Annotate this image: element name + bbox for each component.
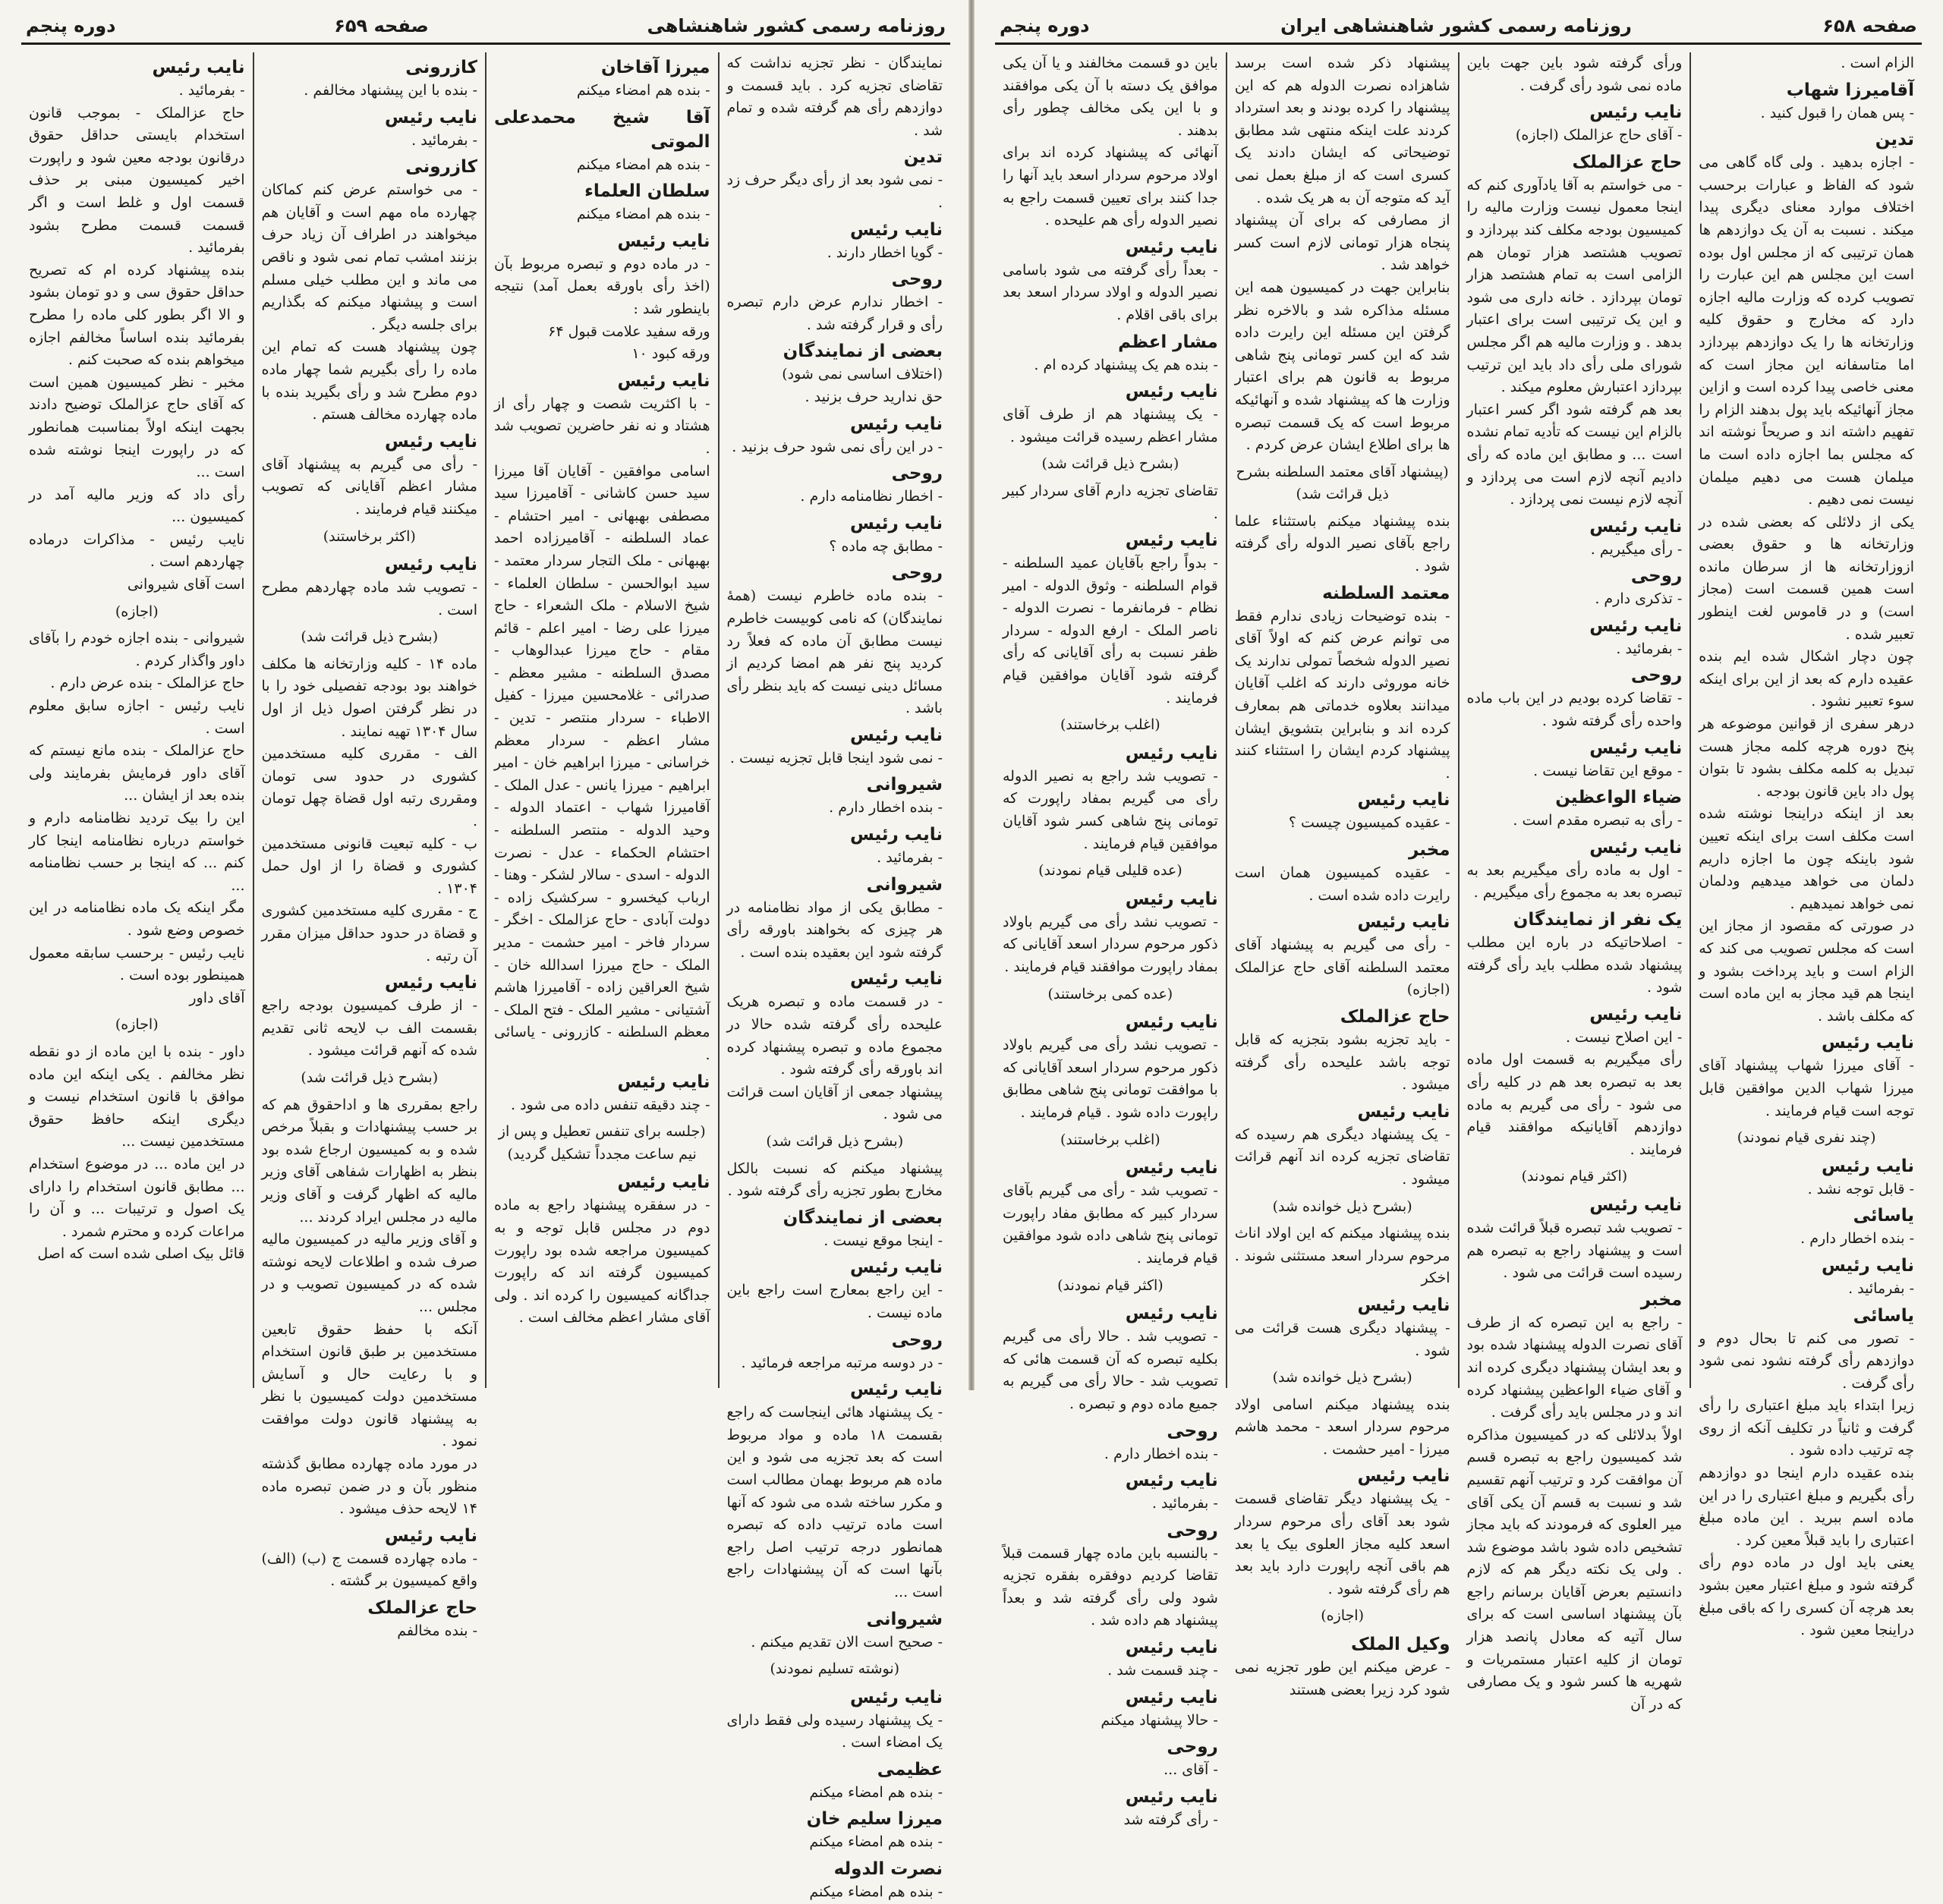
speaker-name: نایب رئیس <box>849 219 943 240</box>
paragraph: - بنده هم امضاء میکنم <box>576 156 710 173</box>
paragraph: ورأی گرفته شود باین جهت باین ماده نمی شود رأی گرفت . <box>1466 55 1683 94</box>
paragraph: باین دو قسمت مخالفند و یا آن یکی موافق یک دسته با آن یکی موافقند و با این یکی مخالف چطور رأی بدهند . <box>1003 55 1218 139</box>
paragraph: - بدواً راجع بآقایان عمید السلطنه - قوام السلطنه - وثوق الدوله - امیر نظام - فرمانفرما - نصرت الدوله - ناصر الملک - ارفع الدوله - سردار ظفر نسبت به رأی آقایانی که رأی گرفته شود آقایان موافقین قیام فرمایند . <box>1003 555 1218 707</box>
paragraph: - تصویب نشد رأی می گیریم باولاد ذکور مرحوم سردار اسعد آقایانی که با موافقت تومانی پنج شاهی مطابق راپورت داده شود . قیام فرمایند . <box>1003 1037 1218 1121</box>
paragraph: - یک پیشنهاد دیگر تقاضای قسمت شود بعد آقای رأی مرحوم سردار اسعد کلیه مجاز العلوی بیک یا بعد هم باقی آنچه راپورت دارد باید بعد هم رأی گرفته شود . <box>1234 1490 1450 1597</box>
speaker-name: مخبر <box>1408 840 1450 860</box>
paragraph: - بنده اخطار دارم . <box>1800 1230 1914 1248</box>
speaker-name: نایب رئیس <box>1125 382 1218 402</box>
paragraph: راجع بمقرری ها و اداحقوق هم که بر حسب پیشنهادات و بقبلاً مرخص شده و به کمیسیون ارجاع شده بود بنظر به اظهارات شفاهی آقای وزیر مالیه که اظهار گرفت و آقای وزیر مالیه در مجلس ایراد کردند ... <box>261 1096 477 1226</box>
paragraph: حاج عزالملک - بنده مانع نیستم که آقای داور فرمایش بفرمایند ولی بنده بعد از ایشان ... <box>29 742 245 804</box>
speaker-name: عظیمی <box>877 1759 943 1780</box>
paragraph: رأی میگیریم به قسمت اول ماده بعد به تبصره بعد هم در کلیه رأی می شود - رأی می گیریم به ماده دوازدهم آقایانیکه موافقند قیام فرمایند . <box>1466 1051 1683 1158</box>
speaker-name: نایب رئیس <box>1821 1255 1914 1276</box>
paragraph: درهر سفری از قوانین موضوعه هر پنج دوره هرچه کلمه مجاز هست تبدیل به کلمه مکلف بشود تا بتوان پول داد باین قانون بودجه . <box>1699 716 1914 800</box>
columns <box>995 52 1922 1828</box>
procedural-note: (عده قلیلی قیام نمودند) <box>1038 862 1182 880</box>
paragraph: - مطابق یکی از مواد نظامنامه در هر چیزی که بخواهند باورقه رأی گرفته شود این بعقیده بنده است . <box>726 898 943 961</box>
speaker-name: تدین <box>1875 130 1914 150</box>
paragraph: و آقای وزیر مالیه در کمیسیون مالیه صرف شده و اطلاعات لایحه نوشته شده که در کمیسیون تصویب و در مجلس ... <box>261 1231 477 1315</box>
paragraph: - تصویب شد راجع به نصیر الدوله رأی می گیریم بمفاد راپورت که تومانی پنج شاهی کسر شود آقایان موافقین قیام فرمایند . <box>1003 767 1218 852</box>
procedural-note: (اجازه) <box>1321 1607 1365 1625</box>
paragraph: - اینجا موقع نیست . <box>823 1232 943 1249</box>
speaker-name: نایب رئیس <box>1125 743 1218 763</box>
speaker-name: یاسائی <box>1853 1206 1914 1226</box>
columns <box>21 52 950 1901</box>
paragraph: - بنده ماده خاطرم نیست (همهٔ نمایندگان) که نامی کوبیست خاطرم نیست مطابق آن ماده که فعلاً رد کردید پنج نفر هم امضا کردیم از مسائل دینی نیست که باید بنظر رأی باشد . <box>726 587 943 717</box>
column-1 <box>718 52 951 1901</box>
speaker-name: نایب رئیس <box>1357 912 1450 933</box>
speaker-name: نایب رئیس <box>849 414 943 434</box>
paragraph: - بنده هم امضاء میکنم <box>576 82 710 99</box>
paragraph: یعنی باید اول در ماده دوم رأی گرفته شود و مبلغ اعتبار معین بشود بعد هرچه آن کسری را که باقی مبلغ دراینجا معین شود . <box>1699 1554 1914 1639</box>
speaker-name: نایب رئیس <box>617 1172 710 1193</box>
paragraph: - نمی شود اینجا قابل تجزیه نیست . <box>729 749 943 766</box>
paragraph: - مطابق چه ماده ؟ <box>829 537 943 555</box>
column-3 <box>1226 52 1458 1698</box>
paragraph: الف - مقرری کلیه مستخدمین کشوری در حدود سی تومان ومقرری رتبه اول قضاة چهل تومان . <box>261 745 477 830</box>
paragraph: تقاضای تجزیه دارم آقای سردار کبیر . <box>1003 482 1218 522</box>
procedural-note: (نوشته تسلیم نمودند) <box>770 1660 900 1678</box>
paragraph: بعد هم گرفته شود اگر کسر اعتبار بالزام این نیست که تأدیه تمام نشده است ... و مطابق این ماده که رأی دادیم آنچه لازم است می پردازد و آنچه لازم نیست نمی پردازد . <box>1466 401 1683 508</box>
paragraph: - یک پیشنهاد هائی اینجاست که راجع بقسمت ۱۸ ماده و مواد مربوط است که بعد تجزیه می شود و این ماده هم مربوط بهمان مطالب است و مکرر ساخته شده می شود که آنها است ماده ترتیب داده که تبصره همانطور درجه ترتیب اصل راجع بآنها است که آن پیشنهادات راجع است ... <box>726 1404 943 1600</box>
paragraph: - بالنسبه باین ماده چهار قسمت قبلاً تقاضا کردیم دوفقره بفقره تجزیه شود ولی رأی گرفته شد و بعداً پیشنهاد هم داده شد . <box>1003 1544 1218 1629</box>
speaker-name: روحی <box>1630 566 1683 587</box>
paragraph: - رأی می گیریم به پیشنهاد آقای مشار اعظم آقایانی که تصویب میکنند قیام فرمایند . <box>261 455 477 518</box>
paragraph: شیروانی - بنده اجازه خودم را بآقای داور واگذار کردم . <box>29 630 245 669</box>
speaker-name: نایب رئیس <box>384 107 477 127</box>
procedural-note: (بشرح ذیل قرائت شد) <box>1041 455 1179 473</box>
paragraph: - تصویب شد ماده چهاردهم مطرح است . <box>261 579 477 618</box>
speaker-name: نایب رئیس <box>1125 1471 1218 1491</box>
paragraph: چون پیشنهاد هست که تمام این ماده را رأی بگیریم شما چهار ماده دوم مطرح شد و رأی بگیرید بنده با ماده چهارده مخالف هستم . <box>261 338 477 423</box>
paragraph: بنابراین جهت در کمیسیون همه این مسئله مذاکره شد و بالاخره نظر گرفتن این مسئله این رایرت داده شد که این کسر تومانی پنج شاهی مربوط به قانون هم برای اعتبار وزارت ها که پیشنهاد شده و آنهائیکه مربوط است که یک قسمت تبصره ها برای اطلاع ایشان عرض کردم . <box>1234 279 1450 454</box>
paragraph: - بفرمائید . <box>1848 1279 1914 1297</box>
paragraph: - در این رأی نمی شود حرف بزنید . <box>732 438 943 455</box>
speaker-name: کازرونی <box>405 58 477 77</box>
paragraph: از مصارفی که برای آن پیشنهاد پنجاه هزار تومانی لازم است کسر خواهد شد . <box>1234 212 1450 274</box>
paragraph: - بنده اخطار دارم . <box>1104 1445 1218 1462</box>
paragraph: - بنده اخطار دارم . <box>829 799 943 817</box>
speaker-name: روحی <box>1167 1421 1218 1441</box>
speaker-name: نایب رئیس <box>849 969 943 990</box>
paragraph: - پیشنهاد دیگری هست قرائت می شود . <box>1234 1319 1450 1359</box>
paragraph: - بفرمائید . <box>411 131 477 149</box>
paragraph: رأی داد که وزیر مالیه آمد در کمیسیون ... <box>29 486 245 526</box>
paragraph: - این راجع بمعارج است راجع باین ماده نیست . <box>726 1282 943 1321</box>
speaker-name: نایب رئیس <box>1125 530 1218 551</box>
column-4 <box>21 52 253 1388</box>
paragraph: - آقای حاج عزالملک (اجازه) <box>1515 127 1683 144</box>
paragraph: در صورتی که مقصود از مجاز این است که مجلس تصویب می کند که الزام است و باید پرداخت بشود و اینجا هم قید مجاز به این ماده است که مکلف باشد . <box>1699 917 1914 1024</box>
speaker-name: نایب رئیس <box>1589 1004 1683 1024</box>
paragraph: - بفرمائید . <box>1616 640 1683 657</box>
speaker-name: نایب رئیس <box>1589 102 1683 123</box>
procedural-note: (اکثر برخاستند) <box>323 527 416 545</box>
paragraph: (اختلاف اساسی نمی شود) <box>782 366 943 383</box>
paragraph: - تصویب شد - رأی می گیریم بآقای سردار کبیر که مطابق مفاد راپورت تومانی پنج شاهی داده شود موافقین قیام فرمایند . <box>1002 1182 1218 1267</box>
paragraph: - بنده هم امضاء میکنم <box>809 1884 943 1901</box>
speaker-name: نایب رئیس <box>849 513 943 533</box>
speaker-name: نایب رئیس <box>849 1687 943 1707</box>
speaker-name: نایب رئیس <box>1589 1194 1683 1215</box>
paragraph: زیرا ابتداء باید مبلغ اعتباری را رأی گرفت و ثانیاً در تکلیف آنکه از روی چه ترتیب داده شود . <box>1699 1397 1914 1459</box>
speaker-name: نایب رئیس <box>1357 790 1450 810</box>
speaker-name: نایب رئیس <box>849 1380 943 1400</box>
paragraph: - می خواستم عرض کنم کماکان چهارده ماه مهم است و آقایان هم میخواهند در اطراف آن زیاد حرف بزنند امشب تمام نمی شود و ناقص می ماند و این مطلب خیلی مسلم است و پیشنهاد میکنم که بگذاریم برای جلسه دیگر . <box>261 181 477 333</box>
column-4 <box>995 52 1226 1828</box>
paragraph: بعد از اینکه دراینجا نوشته شده است مکلف است برای اینکه تعیین شود باینکه چون ما اجازه داریم دلمان می خواهد میدهیم ودلمان نمی خواهد نمیدهیم . <box>1699 805 1914 912</box>
paragraph: - بفرمائید . <box>1151 1495 1218 1512</box>
paragraph: چون دچار اشکال شده ایم بنده عقیده دارم که بعد از این برای اینکه سوء تعبیر نشود . <box>1699 648 1914 710</box>
speaker-name: نایب رئیس <box>1125 889 1218 909</box>
paragraph: ورقه سفید علامت قبول ۶۴ <box>548 323 710 340</box>
gutter-fold <box>968 0 975 1390</box>
paragraph: قائل بیک اصلی شده است که اصل <box>37 1245 245 1263</box>
speaker-name: نایب رئیس <box>1125 1304 1218 1324</box>
paragraph: - این اصلاح نیست . <box>1565 1028 1683 1046</box>
paragraph: مخبر - نظر کمیسیون همین است که آقای حاج عزالملک توضیح دادند بجهت اینکه اولاً بمناسبت همانطور که در راپورت اینجا نوشته شده است ... <box>29 373 245 481</box>
speaker-name: شیروانی <box>866 775 943 795</box>
paragraph: - نمی شود بعد از رأی دیگر حرف زد . <box>726 172 943 211</box>
paragraph: - عقیده کمیسیون چیست ؟ <box>1288 814 1450 832</box>
speaker-name: نایب رئیس <box>384 555 477 575</box>
page-number: صفحه ۶۵۸ <box>1822 15 1917 36</box>
speaker-name: ضیاء الواعظین <box>1555 788 1683 808</box>
paragraph: حق ندارید حرف بزنید . <box>805 388 943 405</box>
paragraph: ورقه کبود ۱۰ <box>631 345 710 363</box>
paragraph: - اجازه بدهید . ولی گاه گاهی می شود که الفاظ و عبارات برحسب اختلاف موارد معنای دیگری پیدا میکند . نسبت به آن یک دوازدهم ها همان ترتیبی که از مجلس اول بوده است این مجلس هم این عبارت را تصویب کرده که وزارت مالیه اجازه دارد که مخارج و حقوق کلیه وزارتخانه ها را یک دوازدهم بپردازد اما متاسفانه این مجاز است که معنی خاصی پیدا کرده است و ازاین مجاز آنهائیکه باید پول بدهند الزام را تفهیم داشته اند و صریحاً نوشته اند که مجلس بما اجازه داده است ما میلمان هست می دهیم میلمان نیست نمی دهیم . <box>1699 154 1914 508</box>
speaker-name: نایب رئیس <box>1125 1012 1218 1033</box>
paragraph: - بنده هم امضاء میکنم <box>809 1833 943 1851</box>
paragraph: - با اکثریت شصت و چهار رأی از هشتاد و نه نفر حاضرین تصویب شد . <box>494 395 710 457</box>
paragraph: - در قسمت ماده و تبصره هریک علیحده رأی گرفته شده حالا در مجموع ماده و تبصره پیشنهاد کرده اند باورقه رأی گرفته شود . <box>726 993 943 1078</box>
speaker-name: نایب رئیس <box>152 58 245 77</box>
speaker-name: نایب رئیس <box>849 1257 943 1278</box>
paragraph: مگر اینکه یک ماده نظامنامه در این خصوص وضع شود . <box>29 899 245 939</box>
paragraph: - در دوسه مرتبه مراجعه فرمائید . <box>741 1354 943 1371</box>
paragraph: بنده عقیده دارم اینجا دو دوازدهم رأی بگیریم و مبلغ اعتباری را در این ماده اسم ببرید . این ماده مبلغ اعتباری را باید قبلاً معین کرد . <box>1699 1465 1914 1549</box>
paragraph: پیشنهاد میکنم که نسبت بالکل مخارج بطور تجزیه رأی گرفته شود . <box>726 1160 943 1200</box>
paragraph: پیشنهاد ذکر شده است برسد شاهزاده نصرت الدوله هم که این پیشنهاد را کرده بودند و بعد استرداد کردند علت اینکه منتهی شد مطابق توضیحاتی که ایشان دادند یک کسری است که از مبلغ بعمل نمی آید که متوجه آن به هر یک شده . <box>1234 55 1450 206</box>
speaker-name: مخبر <box>1640 1289 1683 1310</box>
speaker-name: وکیل الملک <box>1351 1635 1450 1655</box>
speaker-name: میرزا سلیم خان <box>806 1809 943 1830</box>
page-header <box>995 14 1922 45</box>
column-2 <box>1458 52 1690 1713</box>
speaker-name: بعضی از نمایندگان <box>783 1207 943 1228</box>
paragraph: - در ماده دوم و تبصره مربوط بآن (اخذ رأی باورقه بعمل آمد) نتیجه باینطور شد : <box>494 255 710 317</box>
speaker-name: نایب رئیس <box>1357 1466 1450 1487</box>
speaker-name: بعضی از نمایندگان <box>783 341 943 362</box>
paragraph: ب - کلیه تبعیت قانونی مستخدمین کشوری و قضاة را از اول حمل ۱۳۰۴ . <box>261 835 477 897</box>
speaker-name: روحی <box>891 563 943 584</box>
speaker-name: نایب رئیس <box>384 431 477 452</box>
speaker-name: نایب رئیس <box>617 1072 710 1092</box>
paragraph: - از طرف کمیسیون بودجه راجع بقسمت الف ب لایحه ثانی تقدیم شده که آنهم قرائت میشود . <box>261 997 477 1059</box>
paragraph: داور - بنده با این ماده از دو نقطه نظر مخالفم . یکی اینکه این ماده موافق با قانون استخدام نیست و دیگری اینکه حافظ حقوق مستخدمین نیست ... <box>29 1043 245 1150</box>
paragraph: - قابل توجه نشد . <box>1807 1180 1914 1197</box>
paragraph: - آقای ... <box>1164 1761 1218 1779</box>
paragraph: - گویا اخطار دارند . <box>827 244 943 261</box>
speaker-name: روحی <box>891 1330 943 1350</box>
paragraph: بنده پیشنهاد کرده ام که تصریح حداقل حقوق سی و دو تومان بشود و الا اگر بطور کلی ماده را مطرح بفرمائید بنده اساساً مخالفم اجازه میخواهم بنده که صحبت کنم . <box>29 261 245 369</box>
procedural-note: (اغلب برخاستند) <box>1060 1131 1160 1148</box>
speaker-name: شیروانی <box>866 1609 943 1629</box>
paragraph: - بفرمائید . <box>877 849 943 867</box>
speaker-name: سلطان العلماء <box>584 181 710 202</box>
session-label: دوره پنجم <box>1000 15 1090 36</box>
journal-title: روزنامه رسمی کشور شاهنشاهی <box>647 15 946 36</box>
speaker-name: نصرت الدوله <box>833 1859 943 1880</box>
paragraph: آنکه با حفظ حقوق تابعین مستخدمین بر طبق قانون استخدام و با رعایت حال و آسایش مستخدمین دولت کمیسیون با نظر به پیشنهاد قانون دولت موافقت نمود . <box>261 1320 477 1450</box>
speaker-name: نایب رئیس <box>1125 1687 1218 1707</box>
paragraph: اسامی موافقین - آقایان آقا میرزا سید حسن کاشانی - آقامیرزا سید مصطفی بهبهانی - امیر احتشام - عماد السلطنه - آقامیرزاده احمد بهبهانی - ملک التجار سردار معتمد - سید ابوالحسن - سلطان العلماء - شیخ الاسلام - ملک الشعراء - حاج میرزا علی رضا - امیر اعلم - قائم مقام - حاج میرزا عبدالوهاب - مصدق السلطنه - مشیر معظم - صدرائی - غلامحسین میرزا - کفیل الاطباء - سردار منتصر - تدین - مشار اعظم - سردار معظم خراسانی - میرزا ابراهیم خان - امیر ابراهیم - میرزا یانس - عدل الملک - آقامیرزا شهاب - اعتماد الدوله - وحید الدوله - منتصر السلطنه - احتشام الحکماء - عدل - نصرت الدوله - اسدی - سالار لشکر - وهنا - ارباب کیخسرو - سرکشیک زاده - دولت آبادی - حاج عزالملک - اخگر - سردار فاخر - امیر حشمت - مدیر الملک - حاج میرزا اسدالله خان - شیخ العراقین زاده - آقامیرزا هاشم آشتیانی - مشیر الملک - فتح الملک - معظم السلطنه - کازرونی - یاسائی . <box>494 462 710 1063</box>
paragraph: - بنده مخالفم <box>397 1622 477 1640</box>
paragraph: بنده پیشنهاد میکنم که این اولاد اناث مرحوم سردار اسعد مستثنی شوند . اخکر <box>1234 1225 1450 1287</box>
paragraph: - تذکری دارم . <box>1595 590 1683 608</box>
speaker-name: نایب رئیس <box>1821 1033 1914 1053</box>
speaker-name: حاج عزالملک <box>1572 152 1683 172</box>
paragraph: است آقای شیروانی <box>127 576 245 593</box>
session-label: دوره پنجم <box>26 15 116 36</box>
procedural-note: (اکثر قیام نمودند) <box>1057 1276 1164 1294</box>
paragraph: - رأی می گیریم به پیشنهاد آقای معتمد السلطنه آقای حاج عزالملک (اجازه) <box>1234 936 1450 999</box>
paragraph: - حالا پیشنهاد میکنم <box>1101 1711 1218 1729</box>
column-3 <box>253 52 486 1640</box>
paragraph: - در سفقره پیشنهاد راجع به ماده دوم در مجلس قابل توجه و به کمیسیون مراجعه شده بود راپورت کمیسیون گرفته اند که راپورت جداگانه کمیسیون را کرده اند . ولی آقای مشار اعظم مخالف است . <box>494 1197 710 1327</box>
procedural-note: (اجازه) <box>115 1016 159 1034</box>
procedural-note: (بشرح ذیل قرائت شد) <box>301 628 439 646</box>
speaker-name: نایب رئیس <box>849 725 943 745</box>
procedural-note: (اغلب برخاستند) <box>1060 716 1160 734</box>
paragraph: این را بیک تردید نظامنامه دارم و خواستم درباره نظامنامه اینجا کار کنم ... که اینجا بر حسب نظامنامه ... <box>29 810 245 894</box>
speaker-name: معتمد السلطنه <box>1322 583 1450 603</box>
procedural-note: (بشرح ذیل قرائت شد) <box>301 1068 439 1086</box>
speaker-name: روحی <box>1167 1737 1218 1758</box>
paragraph: - راجع به این تبصره که از طرف آقای نصرت الدوله پیشنهاد شده بود و بعد ایشان پیشنهاد دیگری کرده اند و آقای ضیاء الواعظین پیشنهاد کرده اند و در مجلس باید رأی گرفت . <box>1466 1314 1683 1421</box>
paragraph: نایب رئیس - برحسب سابقه معمول همینطور بوده است . <box>29 944 245 984</box>
paragraph: حاج عزالملک - بموجب قانون استخدام بایستی حداقل حقوق درقانون بودجه معین شود و راپورت اخیر کمیسیون مبنی بر حذف قسمت اول و غلط است و اگر قسمت قسمت مطرح بشود بفرمائید . <box>29 104 245 256</box>
paragraph: - بنده هم یک پیشنهاد کرده ام . <box>1034 356 1218 373</box>
procedural-note: (بشرح ذیل خوانده شد) <box>1272 1197 1412 1215</box>
speaker-name: نایب رئیس <box>1125 1638 1218 1658</box>
paragraph: - می خواستم به آقا یادآوری کنم که اینجا معمول نیست وزارت مالیه را کمیسیون بودجه مکلف کند بپردازد و تصویب هشتصد هزار تومان هم الزامی است به تمام هشتصد هزار تومان بپردازد . خانه داری می شود و این یک ترتیبی است برای اعتبار بدهد . و وزارت مالیه هم اگر مجلس شورای ملی رأی داد باید این ترتیب بپردازد اعتبارش معلوم میکند . <box>1466 176 1683 396</box>
speaker-name: میرزا آقاخان <box>601 58 710 77</box>
speaker-name: روحی <box>891 269 943 290</box>
speaker-name: نایب رئیس <box>1589 738 1683 758</box>
procedural-note: (جلسه برای تنفس تعطیل و پس از نیم ساعت مجدداً تشکیل گردید) <box>498 1123 706 1163</box>
speaker-name: آقا شیخ محمدعلی الموتی <box>494 107 710 152</box>
paragraph: - چند قسمت شد . <box>1107 1662 1218 1679</box>
speaker-name: تدین <box>903 147 943 168</box>
page-658 <box>972 0 1943 1828</box>
paragraph: نایب رئیس - اجازه سابق معلوم است . <box>29 697 245 737</box>
procedural-note: (چند نفری قیام نمودند) <box>1737 1129 1876 1147</box>
paragraph: اولاً بدلائلی که در کمیسیون مذاکره شد کمیسیون راجع به تبصره قسم آن موافقت کرد و ترتیب آنهم تقسیم شد و نسبت به قسم آن یکی آقای میر العلوی که فرمودند که باید مجاز تشخیص داده شود باشد موضوع شد . ولی یک نکته دیگر هم که لازم دانستیم بعرض آقایان برسانم راجع بآن پیشنهاد اساسی است که برای سال آتیه که معادل پانصد هزار تومان از کلیه اعتبار مستمریات و شهریه ها کسر شود و یک مصارفی که در آن <box>1466 1426 1683 1713</box>
procedural-note: (بشرح ذیل قرائت شد) <box>766 1133 904 1150</box>
speaker-name: کازرونی <box>405 157 477 178</box>
paragraph: - باید تجزیه بشود بتجزیه که قابل توجه باشد علیحده رأی گرفته میشود . <box>1234 1031 1450 1094</box>
paragraph: - بنده با این پیشنهاد مخالفم . <box>304 82 477 99</box>
paragraph: بنده پیشنهاد میکنم باستثناء علما راجع بآقای نصیر الدوله رأی گرفته شود . <box>1234 512 1450 575</box>
paragraph: الزام است . <box>1841 55 1914 71</box>
paragraph: - رأی به تبصره مقدم است . <box>1513 812 1683 829</box>
paragraph: - اول به ماده رأی میگیریم بعد به تبصره بعد به مجموع رأی میگیریم . <box>1466 861 1683 902</box>
paragraph: - چند دقیقه تنفس داده می شود . <box>511 1096 710 1113</box>
paragraph: - بفرمائید . <box>178 82 245 99</box>
paragraph: - تصویب نشد رأی می گیریم باولاد ذکور مرحوم سردار اسعد آقایانی که بمفاد راپورت موافقند قیام فرمایند . <box>1003 913 1218 975</box>
paragraph: - یک پیشنهاد رسیده ولی فقط دارای یک امضاء است . <box>726 1711 943 1751</box>
speaker-name: نایب رئیس <box>1125 237 1218 257</box>
column-2 <box>485 52 718 1388</box>
paragraph: - موقع این تقاضا نیست . <box>1533 762 1683 779</box>
procedural-note: (اجازه) <box>115 603 159 620</box>
procedural-note: (پیشنهاد آقای معتمد السلطنه بشرح ذیل قرائت شد) <box>1236 463 1449 503</box>
paragraph: در این ماده ... در موضوع استخدام ... مطابق قانون استخدام را دارای یک اصول و ترتیبات ... و آن را مراعات کرده و محترم شمرد . <box>29 1155 245 1240</box>
speaker-name: مشار اعظم <box>1118 332 1218 352</box>
paragraph: در مورد ماده چهارده مطابق گذشته منظور بآن و در ضمن تبصره ماده ۱۴ لایحه حذف میشود . <box>261 1456 477 1518</box>
paragraph: آنهائی که پیشنهاد کرده اند برای اولاد مرحوم سردار اسعد باید آنها را جدا کنند برای تعیین قسمت راجع به نصیر الدوله رأی هم علیحده . <box>1003 144 1218 229</box>
paragraph: یکی از دلائلی که بعضی شده در وزارتخانه ها و حقوق بعضی ازوزارتخانه ها از سرطان مانده است همین قسمت است (مجاز است) و در قاموس لغت اینطور تعبیر شده . <box>1699 513 1914 643</box>
speaker-name: یک نفر از نمایندگان <box>1513 910 1683 930</box>
paragraph: - اخطار نظامنامه دارم . <box>800 488 943 505</box>
paragraph: حاج عزالملک - بنده عرض دارم . <box>50 675 245 692</box>
speaker-name: نایب رئیس <box>1821 1156 1914 1176</box>
column-1 <box>1689 52 1922 1639</box>
speaker-name: نایب رئیس <box>1125 1158 1218 1179</box>
paragraph: نایب رئیس - مذاکرات درماده چهاردهم است . <box>29 530 245 571</box>
paragraph: - ماده چهارده قسمت ج (ب) (الف) واقع کمیسیون بر گشته . <box>261 1550 477 1590</box>
speaker-name: نایب رئیس <box>384 973 477 993</box>
journal-title: روزنامه رسمی کشور شاهنشاهی ایران <box>1280 15 1632 36</box>
paragraph: پیشنهاد جمعی از آقایان است قرائت می شود . <box>726 1083 943 1123</box>
speaker-name: آقامیرزا شهاب <box>1786 80 1914 100</box>
speaker-name: نایب رئیس <box>384 1525 477 1546</box>
paragraph: - یک پیشنهاد دیگری هم رسیده که تقاضای تجزیه کرده اند آنهم قرائت میشود . <box>1234 1125 1450 1188</box>
paragraph: - بعداً رأی گرفته می شود باسامی نصیر الدوله و اولاد سردار اسعد بعد برای باقی اقلام . <box>1003 261 1218 323</box>
paragraph: - بنده توضیحات زیادی ندارم فقط می توانم عرض کنم که اولاً آقای نصیر الدوله شخصاً تمولی ندارند یک خانه موروثی دارند که اغلب آقایان میدانند بعلاوه خدماتی هم بمعارف کرده اند و بنابراین بتشویق ایشان پیشنهاد کردم ایشان را استثناء کنند . <box>1234 607 1450 782</box>
paragraph: - بنده هم امضاء میکنم <box>576 206 710 223</box>
paragraph: - آقای میرزا شهاب پیشنهاد آقای میرزا شهاب الدین موافقین قابل توجه است قیام فرمایند . <box>1699 1057 1914 1119</box>
procedural-note: (عده کمی برخاستند) <box>1047 985 1173 1002</box>
speaker-name: نایب رئیس <box>1589 516 1683 537</box>
page-659 <box>0 0 972 1901</box>
page-number: صفحه ۶۵۹ <box>334 15 429 36</box>
paragraph: - رأی میگیریم . <box>1590 540 1683 558</box>
paragraph: بنده پیشنهاد میکنم اسامی اولاد مرحوم سردار اسعد - محمد هاشم میرزا - امیر حشمت . <box>1234 1396 1450 1458</box>
procedural-note: (بشرح ذیل خوانده شد) <box>1272 1369 1412 1386</box>
speaker-name: نایب رئیس <box>1357 1295 1450 1315</box>
speaker-name: روحی <box>1630 666 1683 686</box>
speaker-name: نایب رئیس <box>617 370 710 391</box>
paragraph: - تقاضا کرده بودیم در این باب ماده واحده رأی گرفته شود . <box>1466 690 1683 730</box>
paragraph: ج - مقرری کلیه مستخدمین کشوری و قضاة در حدود حداقل میزان مقرر آن رتبه . <box>261 902 477 965</box>
page-header <box>21 14 950 45</box>
speaker-name: یاسائی <box>1853 1305 1914 1326</box>
paragraph: - اصلاحاتیکه در باره این مطلب پیشنهاد شده مطلب باید رأی گرفته شود . <box>1466 934 1683 996</box>
paragraph: - رأی گرفته شد <box>1123 1811 1218 1828</box>
speaker-name: حاج عزالملک <box>367 1598 477 1619</box>
speaker-name: نایب رئیس <box>849 825 943 845</box>
speaker-name: روحی <box>891 464 943 484</box>
speaker-name: نایب رئیس <box>617 231 710 251</box>
procedural-note: (اکثر قیام نمودند) <box>1521 1168 1628 1185</box>
speaker-name: نایب رئیس <box>1589 615 1683 636</box>
speaker-name: نایب رئیس <box>1357 1101 1450 1122</box>
paragraph: - تصویب شد تبصره قبلاً قرائت شده است و پیشنهاد راجع به تبصره هم رسیده است قرائت می شود . <box>1466 1219 1683 1282</box>
paragraph: نمایندگان - نظر تجزیه نداشت که تقاضای تجزیه کرد . باید قسمت و دوازدهم رأی هم گرفته شده و تمام شد . <box>726 55 943 139</box>
speaker-name: حاج عزالملک <box>1340 1006 1450 1027</box>
paragraph: - صحیح است الان تقدیم میکنم . <box>751 1633 943 1651</box>
paragraph: - عقیده کمیسیون همان است رایرت داده شده است . <box>1234 864 1450 904</box>
speaker-name: نایب رئیس <box>1125 1786 1218 1807</box>
speaker-name: روحی <box>1167 1520 1218 1541</box>
paragraph: - پس همان را قبول کنید . <box>1760 104 1914 121</box>
paragraph: - اخطار ندارم عرض دارم تبصره رأی و قرار گرفته شد . <box>726 294 943 333</box>
paragraph: آقای داور <box>189 989 245 1006</box>
paragraph: - تصویب شد . حالا رأی می گیریم بکلیه تبصره که آن قسمت هائی که تصویب شد - حالا رأی می گیریم به جمیع ماده دوم و تبصره . <box>1003 1328 1218 1412</box>
paragraph: ماده ۱۴ - کلیه وزارتخانه ها مکلف خواهند بود بودجه تفصیلی خود را با در نظر گرفتن اصول ذیل از اول سال ۱۳۰۴ تهیه نمایند . <box>261 655 477 740</box>
speaker-name: نایب رئیس <box>1589 837 1683 858</box>
speaker-name: شیروانی <box>866 874 943 895</box>
paragraph: - بنده هم امضاء میکنم <box>809 1783 943 1801</box>
paragraph: - عرض میکنم این طور تجزیه نمی شود کرد زیرا بعضی هستند <box>1234 1659 1450 1698</box>
paragraph: - تصور می کنم تا بحال دوم و دوازدهم رأی گرفته نشود نمی شود رأی گرفت . <box>1699 1330 1914 1392</box>
paragraph: - یک پیشنهاد هم از طرف آقای مشار اعظم رسیده قرائت میشود . <box>1003 406 1218 445</box>
